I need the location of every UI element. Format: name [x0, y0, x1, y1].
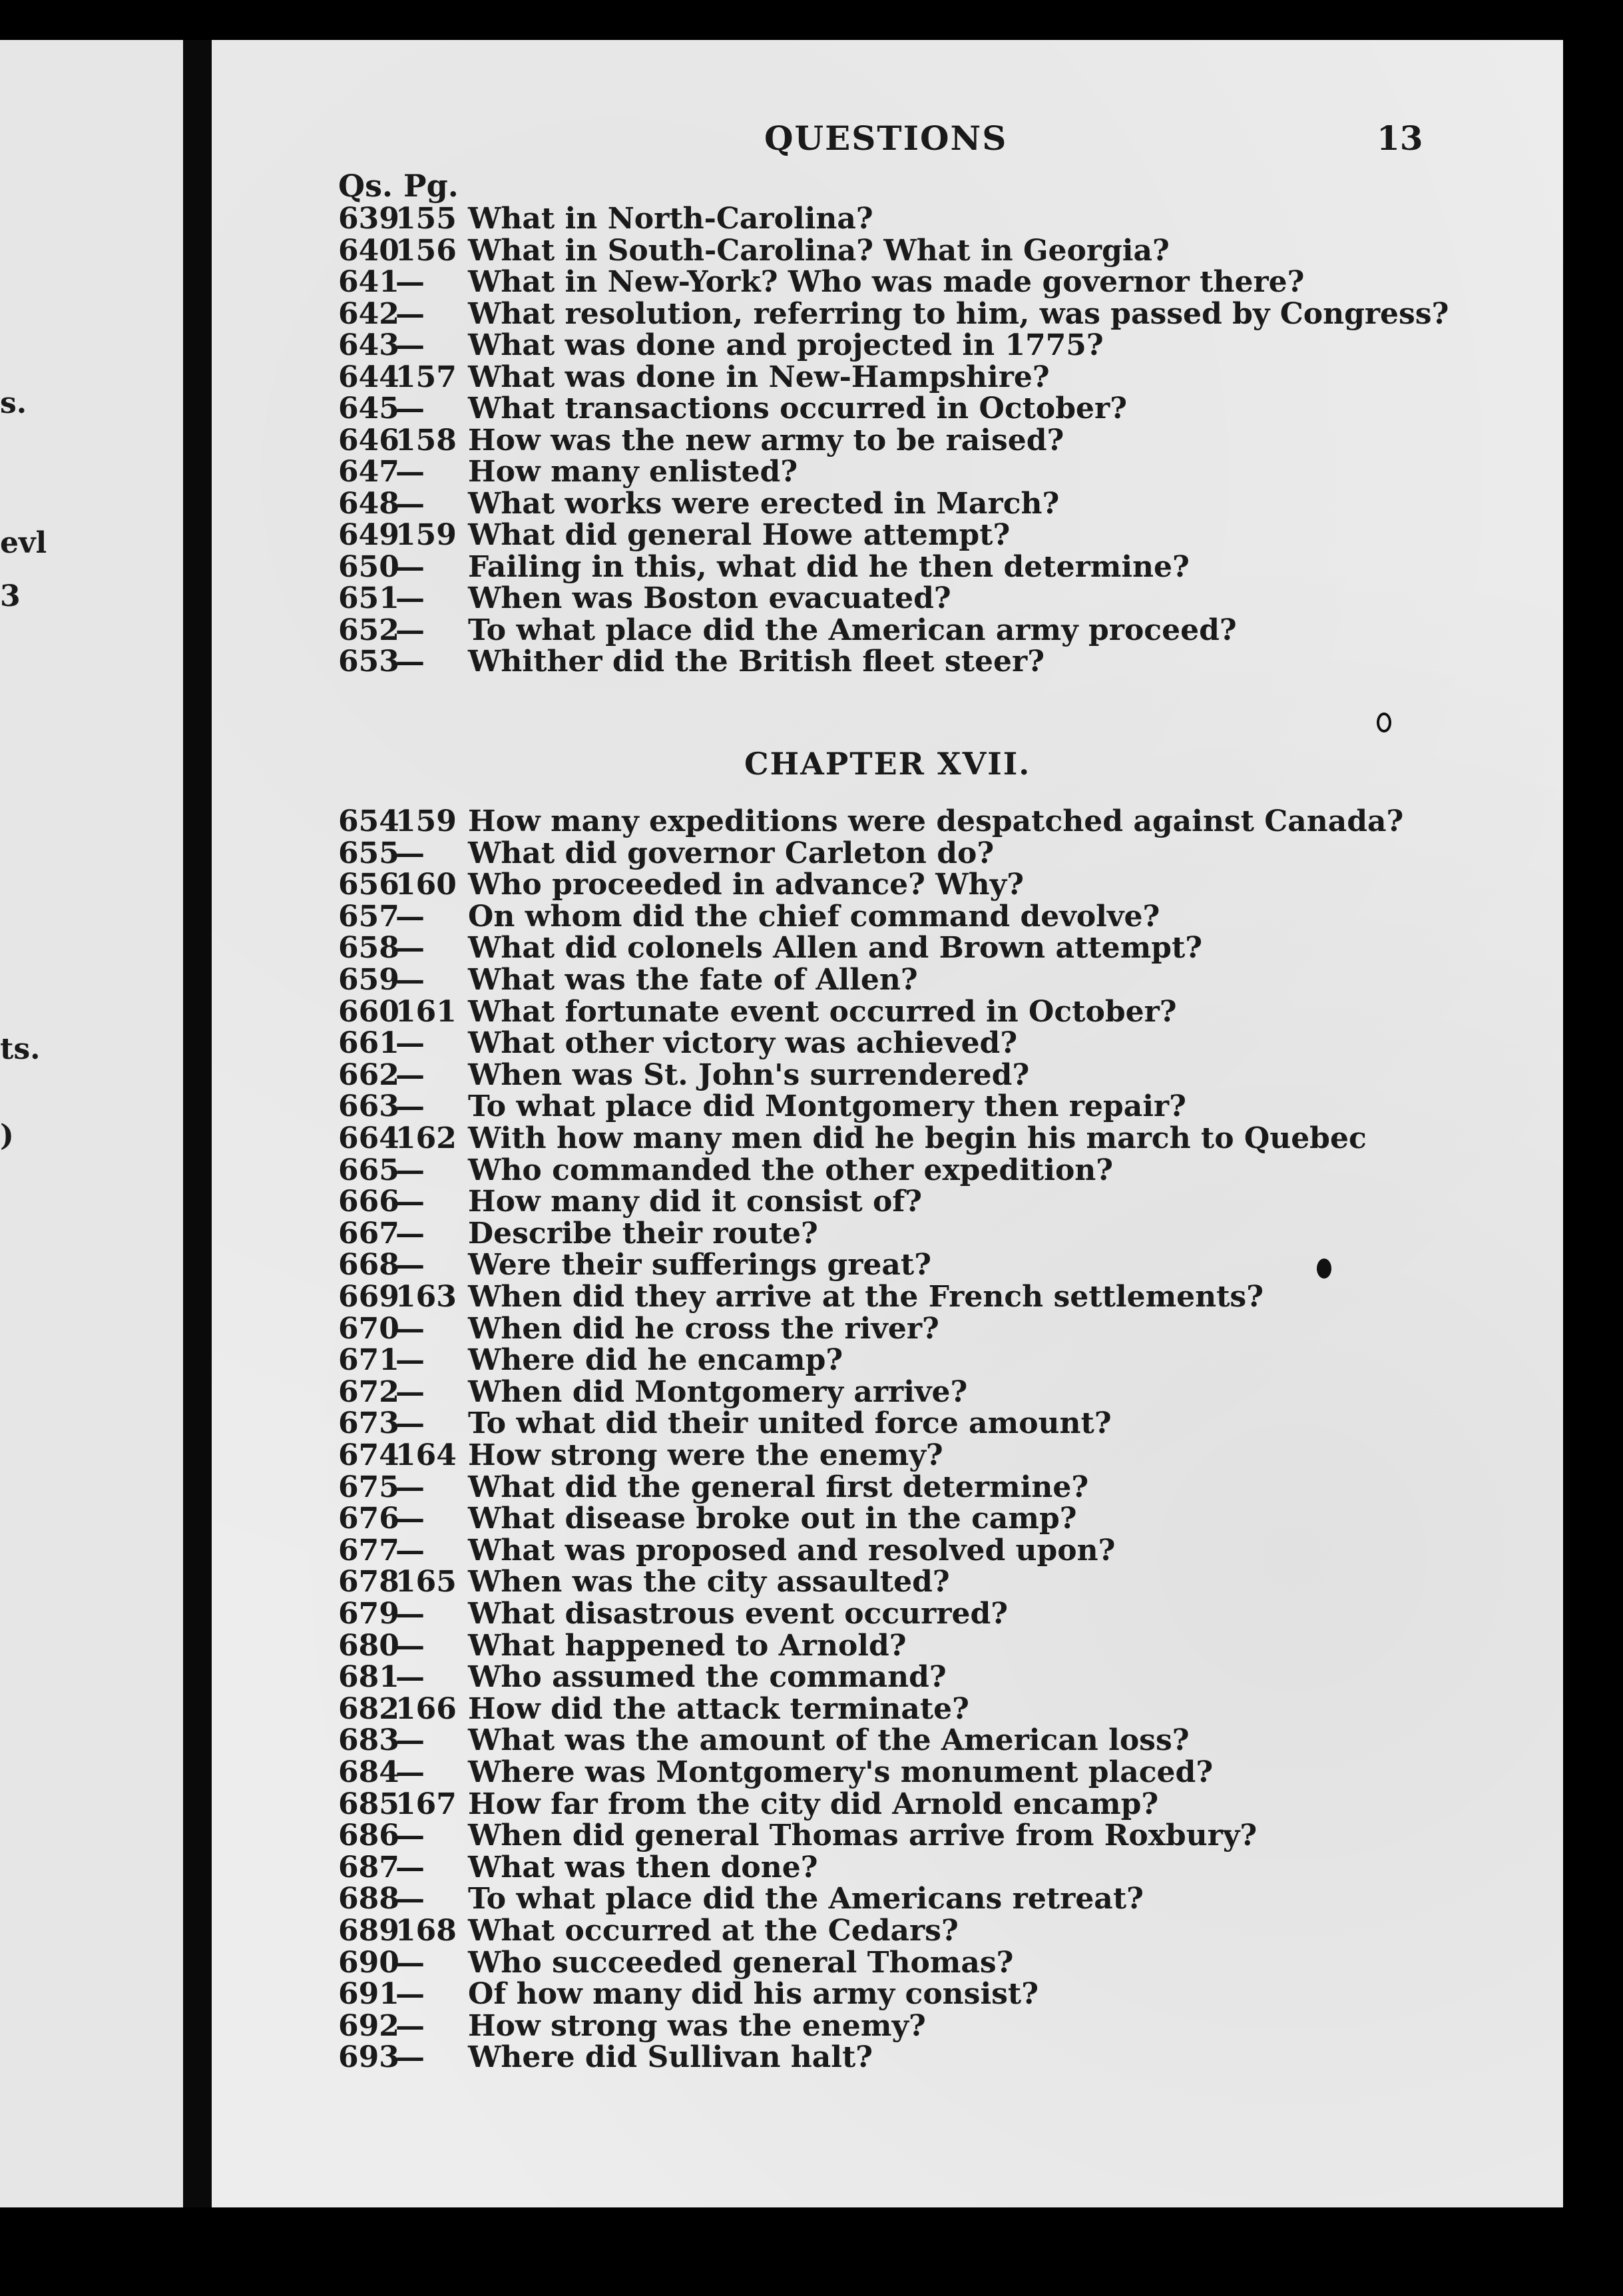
question-number: 675	[338, 1470, 399, 1504]
question-row	[212, 2010, 1563, 2042]
page-reference: —	[395, 1374, 425, 1409]
question-text: How did the attack terminate?	[468, 1691, 969, 1726]
question-number: 660	[338, 994, 399, 1029]
question-number: 645	[338, 392, 399, 426]
question-number: 646	[338, 423, 399, 457]
question-row	[212, 1155, 1563, 1187]
question-row	[212, 1313, 1563, 1345]
page-reference: —	[395, 1026, 425, 1061]
question-row	[212, 1472, 1563, 1504]
page-reference: —	[395, 1089, 425, 1124]
question-row	[212, 583, 1563, 615]
question-text: How strong was the enemy?	[468, 2008, 926, 2043]
question-number: 669	[338, 1280, 399, 1314]
question-row	[212, 362, 1563, 394]
question-text: How many expeditions were despatched against Canada?	[468, 804, 1404, 838]
chapter-heading: CHAPTER XVII.	[744, 746, 1031, 782]
page-reference: —	[395, 1819, 425, 1853]
question-text: Where did he encamp?	[468, 1343, 843, 1378]
page-reference: 167	[395, 1787, 457, 1821]
page-reference: —	[395, 613, 425, 647]
question-text: What did general Howe attempt?	[468, 518, 1011, 552]
question-text: What transactions occurred in October?	[468, 392, 1127, 426]
question-row	[212, 266, 1563, 298]
question-number: 690	[338, 1945, 399, 1980]
page-reference: —	[395, 836, 425, 870]
question-text: What was done and projected in 1775?	[468, 328, 1104, 362]
question-text: When was St. John's surrendered?	[468, 1057, 1030, 1092]
question-number: 659	[338, 963, 399, 997]
page-reference: —	[395, 1470, 425, 1504]
page-reference: —	[395, 1185, 425, 1219]
question-text: What works were erected in March?	[468, 486, 1060, 521]
question-row	[212, 1440, 1563, 1472]
question-number: 663	[338, 1089, 399, 1124]
question-row	[212, 838, 1563, 870]
question-text: On whom did the chief command devolve?	[468, 899, 1160, 934]
facing-page-fragment: ts.	[0, 1032, 41, 1066]
question-number: 688	[338, 1882, 399, 1916]
running-head: QUESTIONS	[764, 119, 1008, 158]
page-reference: —	[395, 1153, 425, 1187]
question-text: How was the new army to be raised?	[468, 423, 1064, 457]
question-text: What was proposed and resolved upon?	[468, 1533, 1116, 1568]
question-row	[212, 1915, 1563, 1947]
question-number: 686	[338, 1819, 399, 1853]
question-row	[212, 932, 1563, 964]
page-reference: —	[395, 1755, 425, 1789]
question-text: What was the fate of Allen?	[468, 963, 918, 997]
question-number: 649	[338, 518, 399, 552]
question-row	[212, 235, 1563, 267]
page-reference: 164	[395, 1438, 457, 1472]
question-number: 689	[338, 1914, 399, 1948]
question-text: With how many men did he begin his march to Quebec	[468, 1121, 1367, 1155]
question-number: 653	[338, 645, 399, 679]
page-number: 13	[1377, 119, 1423, 158]
question-row	[212, 646, 1563, 678]
page-reference: 159	[395, 518, 457, 552]
question-row	[212, 901, 1563, 933]
question-text: What disastrous event occurred?	[468, 1597, 1009, 1631]
question-row	[212, 1027, 1563, 1059]
question-row	[212, 1757, 1563, 1789]
question-text: When was the city assaulted?	[468, 1565, 950, 1599]
page-reference: —	[395, 1343, 425, 1378]
page-reference: —	[395, 1597, 425, 1631]
page-reference: 166	[395, 1691, 457, 1726]
question-text: When did Montgomery arrive?	[468, 1374, 968, 1409]
question-text: What was the amount of the American loss?	[468, 1723, 1190, 1758]
question-text: How strong were the enemy?	[468, 1438, 943, 1472]
question-number: 667	[338, 1216, 399, 1251]
page-reference: —	[395, 899, 425, 934]
page-reference: —	[395, 392, 425, 426]
page-reference: —	[395, 1882, 425, 1916]
question-text: When did they arrive at the French settlements?	[468, 1280, 1264, 1314]
question-number: 677	[338, 1533, 399, 1568]
question-number: 652	[338, 613, 399, 647]
page-reference: —	[395, 581, 425, 615]
question-text: What fortunate event occurred in October?	[468, 994, 1177, 1029]
question-number: 662	[338, 1057, 399, 1092]
question-number: 656	[338, 868, 399, 902]
question-row	[212, 1123, 1563, 1155]
page-reference: 159	[395, 804, 457, 838]
question-number: 651	[338, 581, 399, 615]
question-row	[212, 1978, 1563, 2010]
question-number: 684	[338, 1755, 399, 1789]
question-row	[212, 1376, 1563, 1408]
page-reference: —	[395, 1660, 425, 1695]
question-text: Failing in this, what did he then determine?	[468, 549, 1190, 584]
page-reference: 160	[395, 868, 457, 902]
question-number: 639	[338, 202, 399, 236]
question-row	[212, 425, 1563, 457]
question-number: 671	[338, 1343, 399, 1378]
question-number: 661	[338, 1026, 399, 1061]
question-number: 678	[338, 1565, 399, 1599]
question-text: How far from the city did Arnold encamp?	[468, 1787, 1159, 1821]
question-number: 641	[338, 265, 399, 299]
book-gutter	[183, 40, 213, 2207]
question-text: How many did it consist of?	[468, 1185, 923, 1219]
question-number: 687	[338, 1850, 399, 1884]
question-row	[212, 1693, 1563, 1725]
question-row	[212, 1820, 1563, 1852]
question-number: 665	[338, 1153, 399, 1187]
question-row	[212, 615, 1563, 647]
question-row	[212, 1535, 1563, 1567]
question-text: To what place did the Americans retreat?	[468, 1882, 1144, 1916]
question-row	[212, 1249, 1563, 1281]
question-row	[212, 298, 1563, 330]
question-number: 693	[338, 2040, 399, 2075]
question-row	[212, 1059, 1563, 1091]
question-text: Where did Sullivan halt?	[468, 2040, 873, 2075]
question-number: 647	[338, 455, 399, 489]
question-row	[212, 1947, 1563, 1979]
page-reference: —	[395, 1216, 425, 1251]
question-row	[212, 1883, 1563, 1915]
page-reference: 165	[395, 1565, 457, 1599]
question-number: 658	[338, 931, 399, 966]
question-row	[212, 488, 1563, 520]
question-text: When did general Thomas arrive from Roxbury?	[468, 1819, 1258, 1853]
page-reference: 162	[395, 1121, 457, 1155]
question-number: 692	[338, 2008, 399, 2043]
ink-blot	[1317, 1259, 1331, 1279]
page-reference: —	[395, 645, 425, 679]
question-number: 685	[338, 1787, 399, 1821]
page-reference: —	[395, 1248, 425, 1283]
question-text: To what place did Montgomery then repair?	[468, 1089, 1186, 1124]
question-text: When was Boston evacuated?	[468, 581, 951, 615]
question-text: To what did their united force amount?	[468, 1406, 1112, 1441]
page-reference: —	[395, 1628, 425, 1663]
question-text: What was done in New-Hampshire?	[468, 360, 1050, 394]
page-reference: —	[395, 486, 425, 521]
page-reference: —	[395, 1850, 425, 1884]
question-text: What was then done?	[468, 1850, 818, 1884]
page-reference: —	[395, 1502, 425, 1536]
question-text: Whither did the British fleet steer?	[468, 645, 1044, 679]
page-reference: 168	[395, 1914, 457, 1948]
page-reference: —	[395, 1311, 425, 1346]
page-reference: —	[395, 296, 425, 331]
question-text: What disease broke out in the camp?	[468, 1502, 1077, 1536]
question-text: Where was Montgomery's monument placed?	[468, 1755, 1214, 1789]
page-reference: —	[395, 455, 425, 489]
question-number: 657	[338, 899, 399, 934]
question-row	[212, 996, 1563, 1028]
page-reference: —	[395, 549, 425, 584]
book-page	[212, 40, 1563, 2207]
page-reference: —	[395, 328, 425, 362]
page-reference: —	[395, 2040, 425, 2075]
question-row	[212, 330, 1563, 362]
page-reference: —	[395, 1723, 425, 1758]
question-text: How many enlisted?	[468, 455, 798, 489]
question-number: 664	[338, 1121, 399, 1155]
question-row	[212, 2042, 1563, 2074]
question-text: What did colonels Allen and Brown attempt?	[468, 931, 1203, 966]
page-reference: —	[395, 1406, 425, 1441]
page-reference: —	[395, 1057, 425, 1092]
question-number: 680	[338, 1628, 399, 1663]
question-text: What did the general first determine?	[468, 1470, 1089, 1504]
question-number: 655	[338, 836, 399, 870]
question-number: 676	[338, 1502, 399, 1536]
facing-page-fragment: s.	[0, 386, 27, 420]
question-row	[212, 1186, 1563, 1218]
question-number: 643	[338, 328, 399, 362]
question-row	[212, 1789, 1563, 1821]
question-row	[212, 869, 1563, 901]
question-text: Were their sufferings great?	[468, 1248, 932, 1283]
page-reference: 157	[395, 360, 457, 394]
question-number: 666	[338, 1185, 399, 1219]
question-text: Who proceeded in advance? Why?	[468, 868, 1024, 902]
question-row	[212, 1566, 1563, 1598]
question-row	[212, 519, 1563, 551]
question-row	[212, 456, 1563, 488]
facing-page-fragment: )	[0, 1119, 14, 1153]
page-reference: 158	[395, 423, 457, 457]
question-number: 673	[338, 1406, 399, 1441]
question-text: What in North-Carolina?	[468, 202, 873, 236]
facing-page-fragment: evl	[0, 526, 47, 560]
page-reference: 155	[395, 202, 457, 236]
question-row	[212, 551, 1563, 583]
question-text: What resolution, referring to him, was passed by Congress?	[468, 296, 1449, 331]
question-text: What other victory was achieved?	[468, 1026, 1018, 1061]
question-row	[212, 1218, 1563, 1250]
question-row	[212, 1630, 1563, 1662]
question-number: 681	[338, 1660, 399, 1695]
question-row	[212, 1725, 1563, 1757]
question-row	[212, 1852, 1563, 1884]
question-number: 648	[338, 486, 399, 521]
question-number: 674	[338, 1438, 399, 1472]
question-text: Who commanded the other expedition?	[468, 1153, 1114, 1187]
facing-page-edge	[0, 40, 183, 2207]
column-header: Qs. Pg.	[338, 168, 459, 204]
question-text: Who assumed the command?	[468, 1660, 947, 1695]
question-text: What did governor Carleton do?	[468, 836, 995, 870]
question-text: Describe their route?	[468, 1216, 818, 1251]
question-number: 683	[338, 1723, 399, 1758]
page-reference: 163	[395, 1280, 457, 1314]
facing-page-fragment: 3	[0, 579, 21, 613]
question-row	[212, 1408, 1563, 1440]
question-row	[212, 964, 1563, 996]
question-number: 654	[338, 804, 399, 838]
question-number: 668	[338, 1248, 399, 1283]
question-row	[212, 203, 1563, 235]
question-row	[212, 393, 1563, 425]
question-text: To what place did the American army proceed?	[468, 613, 1237, 647]
question-text: Of how many did his army consist?	[468, 1977, 1039, 2012]
ink-mark	[1377, 713, 1391, 732]
question-number: 672	[338, 1374, 399, 1409]
question-text: Who succeeded general Thomas?	[468, 1945, 1014, 1980]
question-text: When did he cross the river?	[468, 1311, 939, 1346]
page-reference: 161	[395, 994, 457, 1029]
page-reference: 156	[395, 233, 457, 268]
question-row	[212, 806, 1563, 838]
question-number: 670	[338, 1311, 399, 1346]
page-reference: —	[395, 1533, 425, 1568]
page-reference: —	[395, 1945, 425, 1980]
question-row	[212, 1344, 1563, 1376]
question-number: 642	[338, 296, 399, 331]
question-number: 679	[338, 1597, 399, 1631]
question-number: 640	[338, 233, 399, 268]
question-row	[212, 1598, 1563, 1630]
question-number: 691	[338, 1977, 399, 2012]
page-reference: —	[395, 963, 425, 997]
question-text: What in New-York? Who was made governor there?	[468, 265, 1305, 299]
question-text: What occurred at the Cedars?	[468, 1914, 959, 1948]
page-reference: —	[395, 265, 425, 299]
question-number: 644	[338, 360, 399, 394]
page-reference: —	[395, 931, 425, 966]
question-row	[212, 1091, 1563, 1123]
question-row	[212, 1661, 1563, 1693]
question-row	[212, 1503, 1563, 1535]
question-row	[212, 1281, 1563, 1313]
question-number: 650	[338, 549, 399, 584]
question-text: What happened to Arnold?	[468, 1628, 907, 1663]
question-number: 682	[338, 1691, 399, 1726]
question-text: What in South-Carolina? What in Georgia?	[468, 233, 1170, 268]
page-reference: —	[395, 1977, 425, 2012]
page-reference: —	[395, 2008, 425, 2043]
